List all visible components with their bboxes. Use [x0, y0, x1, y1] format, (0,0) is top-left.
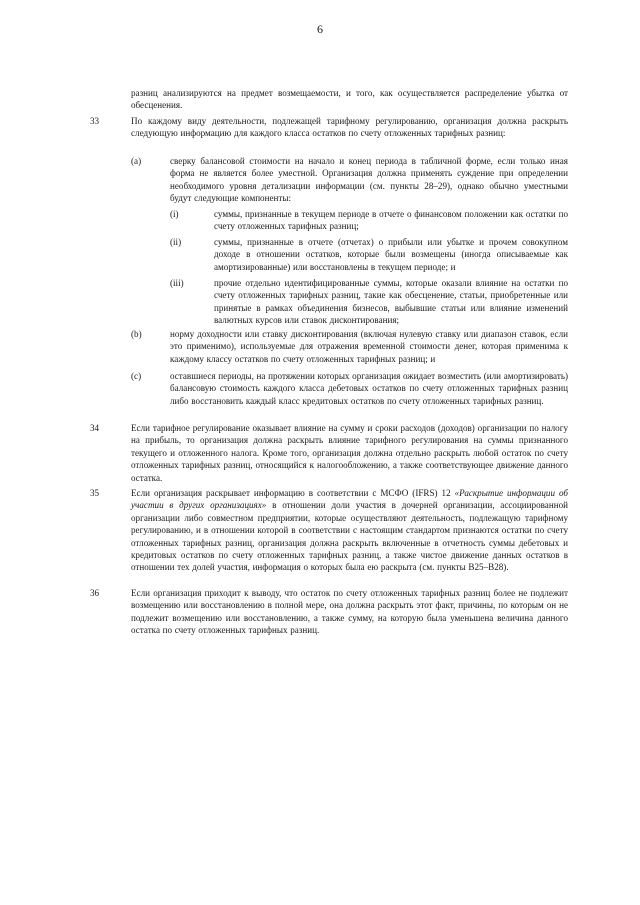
paragraph-33-intro: По каждому виду деятельности, подлежащей тарифному регулированию, организация должна раскрыть следующую информацию для каждого класса остатков по счету отложенных тарифных разниц:: [131, 116, 568, 139]
paragraph-number-33: 33: [90, 116, 100, 126]
paragraph-number-34: 34: [90, 423, 100, 433]
paragraph-35-text-start: Если организация раскрывает информацию в соответствии с МСФО (IFRS) 12: [131, 488, 455, 498]
paragraph-34-text: Если тарифное регулирование оказывает влияние на сумму и сроки расходов (доходов) организации по налогу на прибыль, то организация должна раскрыть влияние тарифного регулирования на суммы признанного текущего и отложенного налога. Кроме того, организация должна отдельно раскрыть любой остаток по счету отложенных тарифных разниц, относящийся к налогообложению, а также соответствующее движение данного остатка.: [131, 423, 568, 483]
paragraph-36-text: Если организация приходит к выводу, что остаток по счету отложенных тарифных разниц более не подлежит возмещению или восстановлению в полной мере, она должна раскрыть этот факт, причины, по которым он не подлежит возмещению или восстановлению, а также сумму, на которую была уменьшена величина данного остатка по счету отложенных тарифных разниц.: [131, 588, 568, 636]
subitem-iii-label: (iii): [170, 278, 184, 288]
paragraph-number-35: 35: [90, 488, 100, 498]
item-b-label: (b): [131, 329, 142, 339]
subitem-ii-label: (ii): [170, 237, 182, 247]
paragraph-35-text-end: в отношении доли участия в дочерней организации, ассоциированной организации либо совместном предприятии, которые осуществляют деятельность, подлежащую тарифному регулированию, и в отношении которой в соответствии с настоящим стандартом признаются остатки по счету отложенных тарифных разниц, организация должна раскрыть включенные в отчетность суммы дебетовых и кредитовых остатков по счету отложенных тарифных разниц, а также чистое движение данных остатков в отношении тех долей участия, информация о которых была ею раскрыта (см. пункты В25–В28).: [131, 500, 568, 573]
subitem-i-text: суммы, признанные в текущем периоде в отчете о финансовом положении как остатки по счету отложенных тарифных разниц;: [214, 209, 568, 232]
paragraph-number-36: 36: [90, 588, 100, 598]
item-a-label: (a): [131, 156, 142, 166]
subitem-i-label: (i): [170, 209, 179, 219]
subitem-iii-text: прочие отдельно идентифицированные суммы, которые оказали влияние на остатки по счету отложенных тарифных разниц, такие как обесценение, статьи, приобретенные или принятые в рамках объединения бизнесов, выбывшие статьи или влияние изменений валютных курсов или ставок дисконтирования;: [214, 278, 568, 326]
item-c-label: (c): [131, 371, 142, 381]
item-c-text: оставшиеся периоды, на протяжении которых организация ожидает возместить (или амортизировать) балансовую стоимость каждого класса дебетовых остатков по счету отложенных тарифных разниц либо восстановить каждый класс кредитовых остатков по счету отложенных тарифных разниц.: [170, 371, 568, 406]
ifrs12-title: «Раскрытие информации об участии в других организациях»: [131, 488, 568, 511]
subitem-ii-text: суммы, признанные в отчете (отчетах) о прибыли или убытке и прочем совокупном доходе в отношении остатков, которые были возмещены (иногда описываемые как амортизированные) или восстановлены в текущем периоде; и: [214, 237, 568, 272]
item-b-text: норму доходности или ставку дисконтирования (включая нулевую ставку или диапазон ставок, если это применимо), используемые для отражения временной стоимости денег, которая применима к каждому классу остатков по счету отложенных тарифных разниц; и: [170, 329, 568, 364]
paragraph-35-text: [131, 487, 568, 574]
continuation-text: разниц анализируются на предмет возмещаемости, и того, как осуществляется распределение убытка от обесценения.: [131, 88, 568, 111]
page-number: 6: [317, 22, 323, 36]
item-a-text: сверку балансовой стоимости на начало и конец периода в табличной форме, если только иная форма не является более уместной. Организация должна применять суждение при определении необходимого уровня детализации информации (см. пункты 28–29), однако обычно уместными будут следующие компоненты:: [170, 156, 568, 204]
